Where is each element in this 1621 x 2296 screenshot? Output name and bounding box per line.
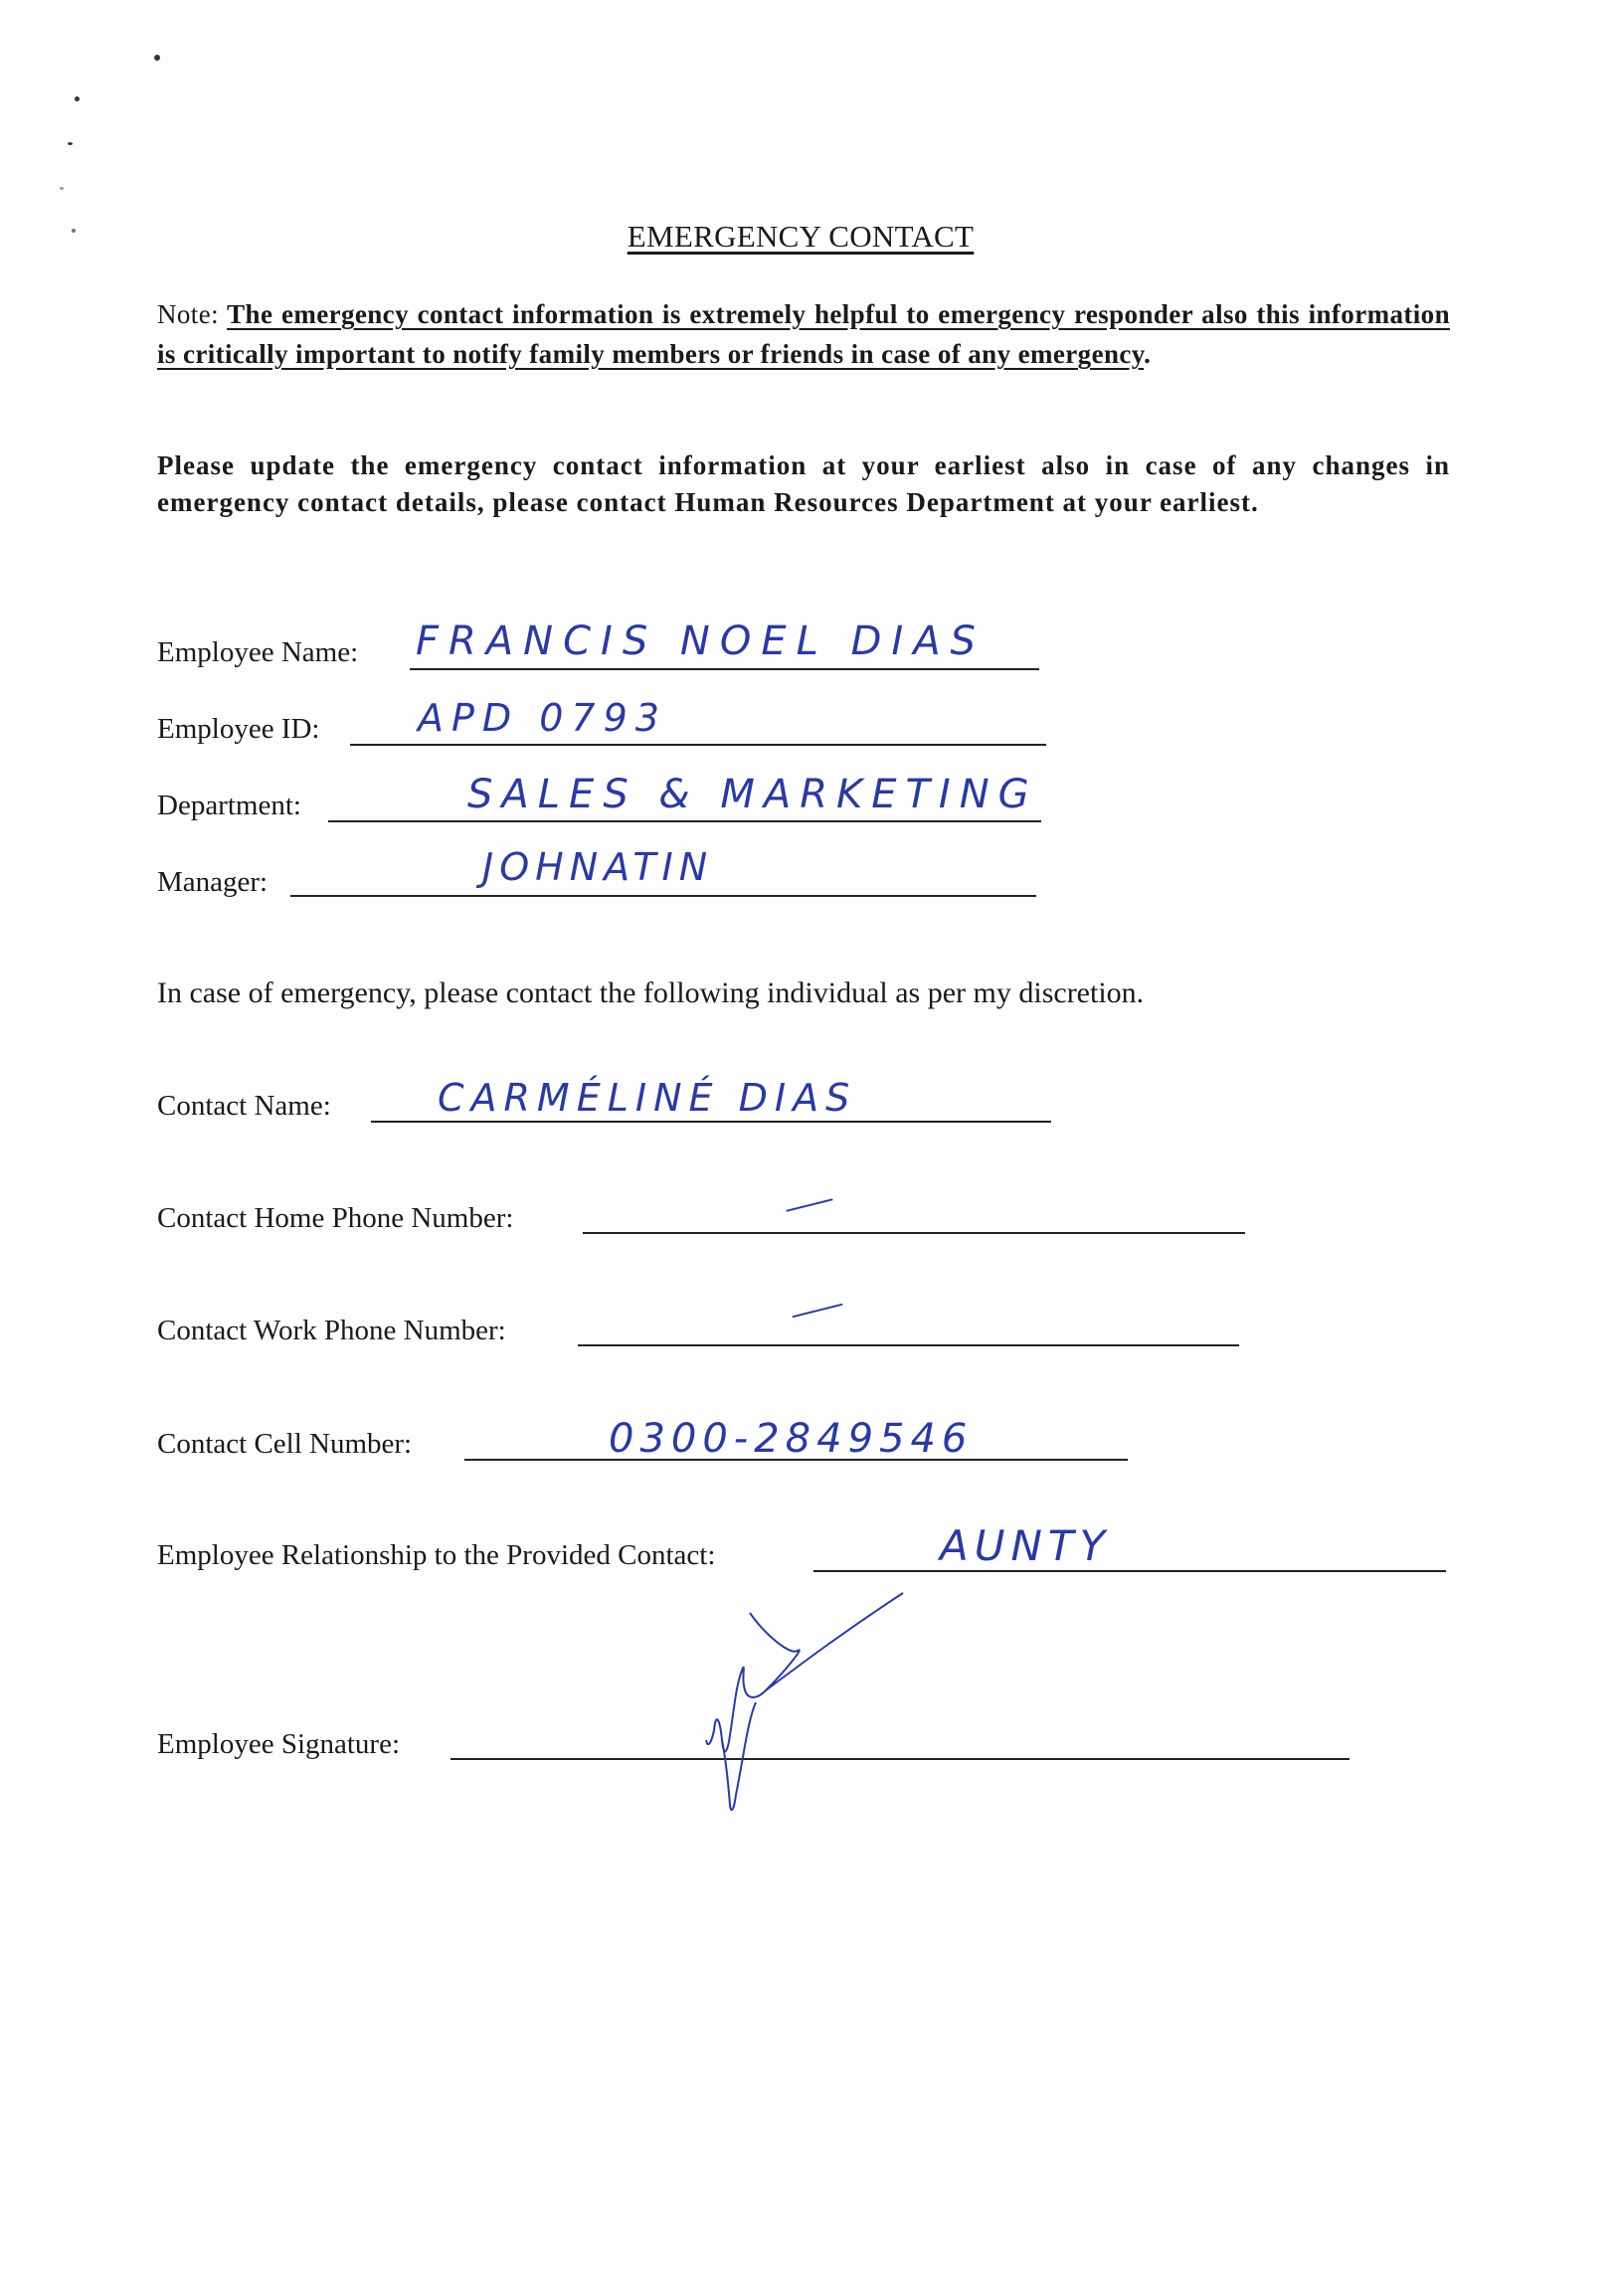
scan-speck — [75, 96, 80, 101]
department-line[interactable] — [328, 820, 1041, 822]
department-label: Department: — [157, 790, 301, 821]
employee-name-line[interactable] — [410, 668, 1039, 670]
contact-name-label: Contact Name: — [157, 1090, 331, 1122]
update-paragraph: Please update the emergency contact information at your earliest also in case of any changes in emergency contact details, please contact Human Resources Department at your earliest. — [157, 450, 1450, 517]
cell-number-value[interactable]: 0300-2849546 — [609, 1416, 974, 1462]
employee-id-value[interactable]: APD 0793 — [418, 696, 667, 740]
contact-name-value[interactable]: CARMÉLINÉ DIAS — [438, 1076, 857, 1120]
manager-line[interactable] — [290, 895, 1036, 897]
home-phone-label: Contact Home Phone Number: — [157, 1202, 514, 1234]
form-title: EMERGENCY CONTACT — [627, 219, 975, 254]
scan-speck — [68, 142, 73, 145]
note-prefix: Note: — [157, 299, 219, 329]
contact-name-line[interactable] — [371, 1121, 1051, 1123]
relationship-line[interactable] — [813, 1570, 1446, 1572]
work-phone-label: Contact Work Phone Number: — [157, 1315, 506, 1346]
note-paragraph — [157, 294, 1450, 374]
instruction-text: In case of emergency, please contact the following individual as per my discretion. — [157, 976, 1145, 1009]
cell-number-label: Contact Cell Number: — [157, 1428, 413, 1460]
note-end: . — [1144, 339, 1152, 369]
manager-value[interactable]: JOHNATIN — [482, 845, 714, 889]
relationship-value[interactable]: AUNTY — [940, 1521, 1112, 1570]
employee-id-line[interactable] — [350, 744, 1046, 746]
home-phone-dash — [786, 1198, 832, 1212]
scan-speck — [60, 187, 64, 190]
note-text: The emergency contact information is extremely helpful to emergency responder also this information is critically important to notify family members or friends in case of any emergency — [157, 299, 1450, 369]
work-phone-line[interactable] — [578, 1344, 1239, 1346]
home-phone-line[interactable] — [583, 1232, 1245, 1234]
employee-id-label: Employee ID: — [157, 713, 320, 745]
work-phone-dash — [793, 1304, 843, 1319]
signature-scribble — [686, 1591, 915, 1820]
manager-label: Manager: — [157, 866, 269, 898]
signature-label: Employee Signature: — [157, 1728, 401, 1760]
relationship-label: Employee Relationship to the Provided Contact: — [157, 1539, 716, 1571]
employee-name-label: Employee Name: — [157, 636, 359, 668]
scan-speck — [154, 55, 160, 61]
employee-name-value[interactable]: FRANCIS NOEL DIAS — [416, 618, 986, 664]
department-value[interactable]: SALES & MARKETING — [467, 772, 1038, 817]
